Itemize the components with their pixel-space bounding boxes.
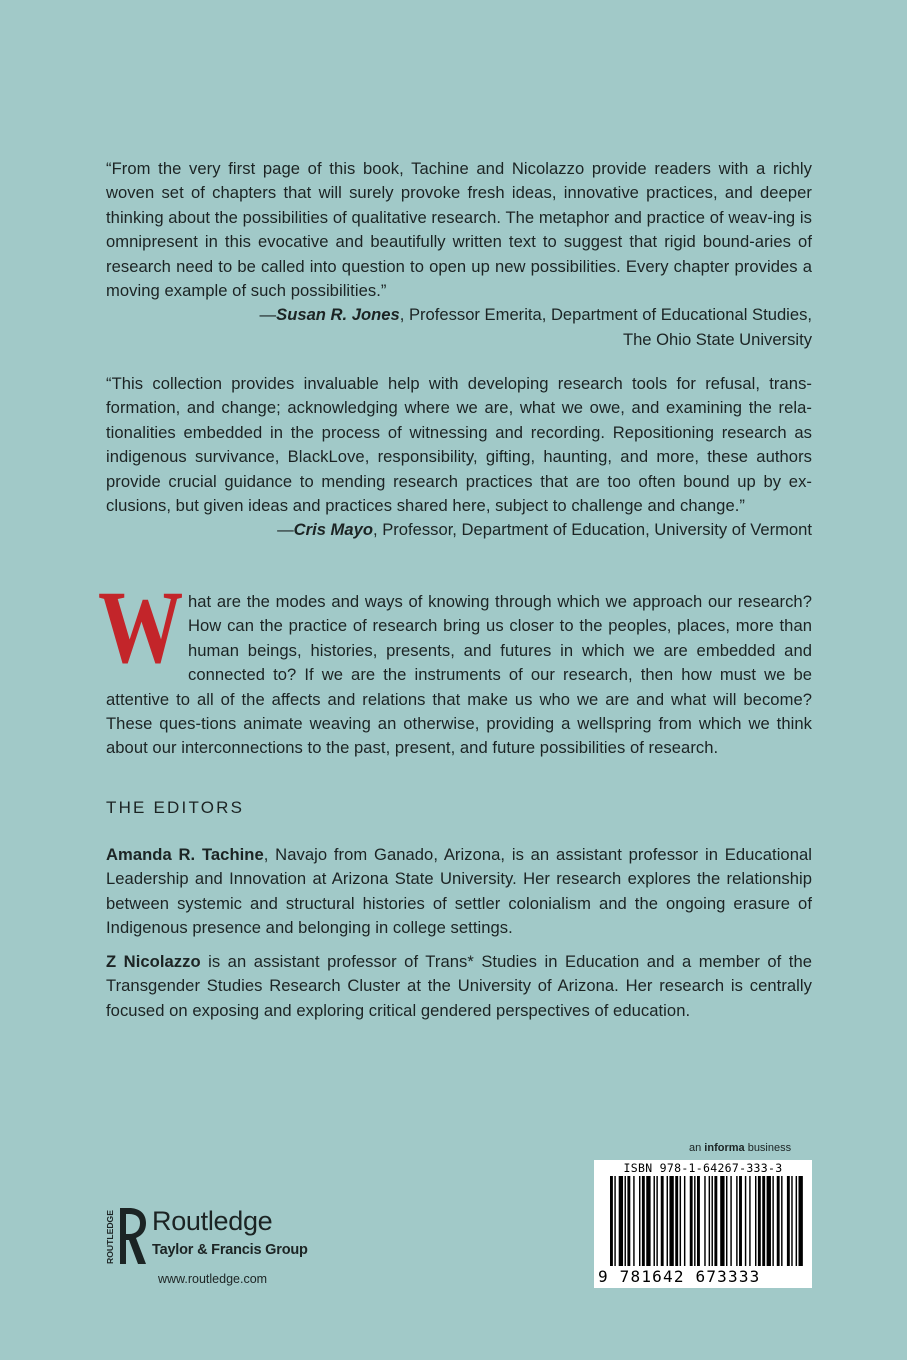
book-description <box>98 570 812 761</box>
editor-bio-1 <box>106 843 812 941</box>
barcode-bar <box>720 1176 724 1266</box>
barcode-bar <box>791 1176 792 1266</box>
barcode-bar <box>675 1176 678 1266</box>
description-text: hat are the modes and ways of knowing through which we approach our research? How can the practice of research bring us closer to the peoples, places, more than human beings, histories, presents, and futures in which we are embedded and connected to? If we are the instruments of our research, then how must we be attentive to all of the affects and relations that make us who we are and what will become? These ques-tions animate weaving an otherwise, providing a wellspring from which we think about our interconnections to the past, present, and future possibilities of research. <box>106 592 812 758</box>
barcode-bar <box>661 1176 664 1266</box>
quote-1-affiliation-2: The Ohio State University <box>622 329 812 349</box>
barcode-bar <box>656 1176 657 1266</box>
quote-1-author: Susan R. Jones <box>276 305 400 325</box>
informa-business-tag: an informa business <box>689 1142 792 1154</box>
barcode-bar <box>777 1176 780 1266</box>
barcode-bar <box>654 1176 655 1266</box>
barcode-bar <box>697 1176 700 1266</box>
barcode-bar <box>633 1176 634 1266</box>
barcode-bar <box>739 1176 742 1266</box>
barcode-bar <box>745 1176 746 1266</box>
quote-2-text: “This collection provides invaluable help with developing research tools for refusal, trans-formation, and change; acknowledging where we are, what we owe, and examining the rela-tionalities embedded in the process of witnessing and recording. Repositioning research as indigenous survivance, BlackLove, responsibility, gifting, haunting, and more, these authors provide crucial guidance to mending research practices that are too often bound up by ex-clusions, but given ideas and practices shared here, subject to challenge and change.” <box>106 374 812 516</box>
editors-heading: THE EDITORS <box>106 798 245 817</box>
quote-1-attribution <box>106 303 812 352</box>
quote-1-text: “From the very first page of this book, Tachine and Nicolazzo provide readers with a richly woven set of chapters that will surely provoke fresh ideas, innovative practices, and deeper thinking about the possibilities of qualitative research. The metaphor and practice of weav-ing is omnipresent in this evocative and beautifully written text to suggest that rigid bound-aries of research need to be called into question to open up new possibilities. Every chapter provides a moving example of such possibilities.” <box>106 159 812 301</box>
barcode-bar <box>690 1176 693 1266</box>
barcode-bar <box>639 1176 640 1266</box>
barcode-bar <box>714 1176 717 1266</box>
publisher-logo <box>102 1206 332 1296</box>
quote-2-attribution <box>106 518 812 542</box>
barcode-bar <box>781 1176 782 1266</box>
routledge-r-icon <box>116 1206 148 1266</box>
quote-2-dash: — <box>277 520 294 540</box>
quote-1-affiliation: , Professor Emerita, Department of Educational Studies, <box>399 305 812 325</box>
isbn-barcode <box>594 1160 812 1288</box>
barcode-bar <box>787 1176 790 1266</box>
editor-2-name: Z Nicolazzo <box>106 952 201 971</box>
barcode-bar <box>642 1176 645 1266</box>
barcode-bar <box>610 1176 613 1266</box>
barcode-bar <box>680 1176 681 1266</box>
barcode-bar <box>758 1176 761 1266</box>
barcode-bar <box>619 1176 623 1266</box>
barcode-bar <box>762 1176 765 1266</box>
barcode-bar <box>627 1176 630 1266</box>
quote-2-affiliation: , Professor, Department of Education, University of Vermont <box>372 520 812 540</box>
barcode-bar <box>646 1176 650 1266</box>
isbn-label: ISBN 978-1-64267-333-3 <box>623 1161 783 1175</box>
quote-1-dash: — <box>259 305 277 325</box>
editor-1-name: Amanda R. Tachine <box>106 845 264 864</box>
barcode-bar <box>755 1176 756 1266</box>
endorsement-quote-1 <box>106 157 812 352</box>
publisher-name: Routledge <box>152 1206 273 1236</box>
barcode-bar <box>704 1176 705 1266</box>
barcode-bar <box>684 1176 685 1266</box>
barcode-bar <box>736 1176 737 1266</box>
barcode-bar <box>669 1176 673 1266</box>
barcode-bar <box>749 1176 750 1266</box>
publisher-subtitle: Taylor & Francis Group <box>152 1242 308 1258</box>
quote-2-author: Cris Mayo <box>293 520 373 540</box>
publisher-vertical-wordmark <box>102 1206 116 1266</box>
barcode-bar <box>712 1176 713 1266</box>
barcode-bar <box>730 1176 731 1266</box>
barcode-bar <box>709 1176 710 1266</box>
publisher-vertical-text: ROUTLEDGE <box>105 1210 115 1264</box>
barcode-bar <box>667 1176 668 1266</box>
barcode-bar <box>625 1176 626 1266</box>
editor-1-text: , Navajo from Ganado, Arizona, is an assistant professor in Educational Leadership and Innovation at Arizona State University. Her research explores the relationship between systemic and structural histories of settler colonialism and the ongoing erasure of Indigenous presence and belonging in college settings. <box>106 845 812 938</box>
publisher-url: www.routledge.com <box>158 1272 268 1286</box>
editor-2-text: is an assistant professor of Trans* Studies in Education and a member of the Transgender Studies Research Cluster at the University of Arizona. Her research is centrally focused on exposing and exploring critical gendered perspectives of education. <box>106 952 813 1020</box>
barcode-bar <box>614 1176 615 1266</box>
barcode-bar <box>772 1176 773 1266</box>
barcode-bar <box>694 1176 695 1266</box>
dropcap-letter: W <box>98 570 184 685</box>
barcode-bar <box>726 1176 727 1266</box>
barcode-digits: 9 781642 673333 <box>598 1267 761 1286</box>
barcode-bar <box>799 1176 803 1266</box>
barcode-bar <box>767 1176 771 1266</box>
barcode-bar <box>796 1176 797 1266</box>
editor-bio-2 <box>106 950 812 1023</box>
endorsement-quote-2 <box>106 372 812 543</box>
